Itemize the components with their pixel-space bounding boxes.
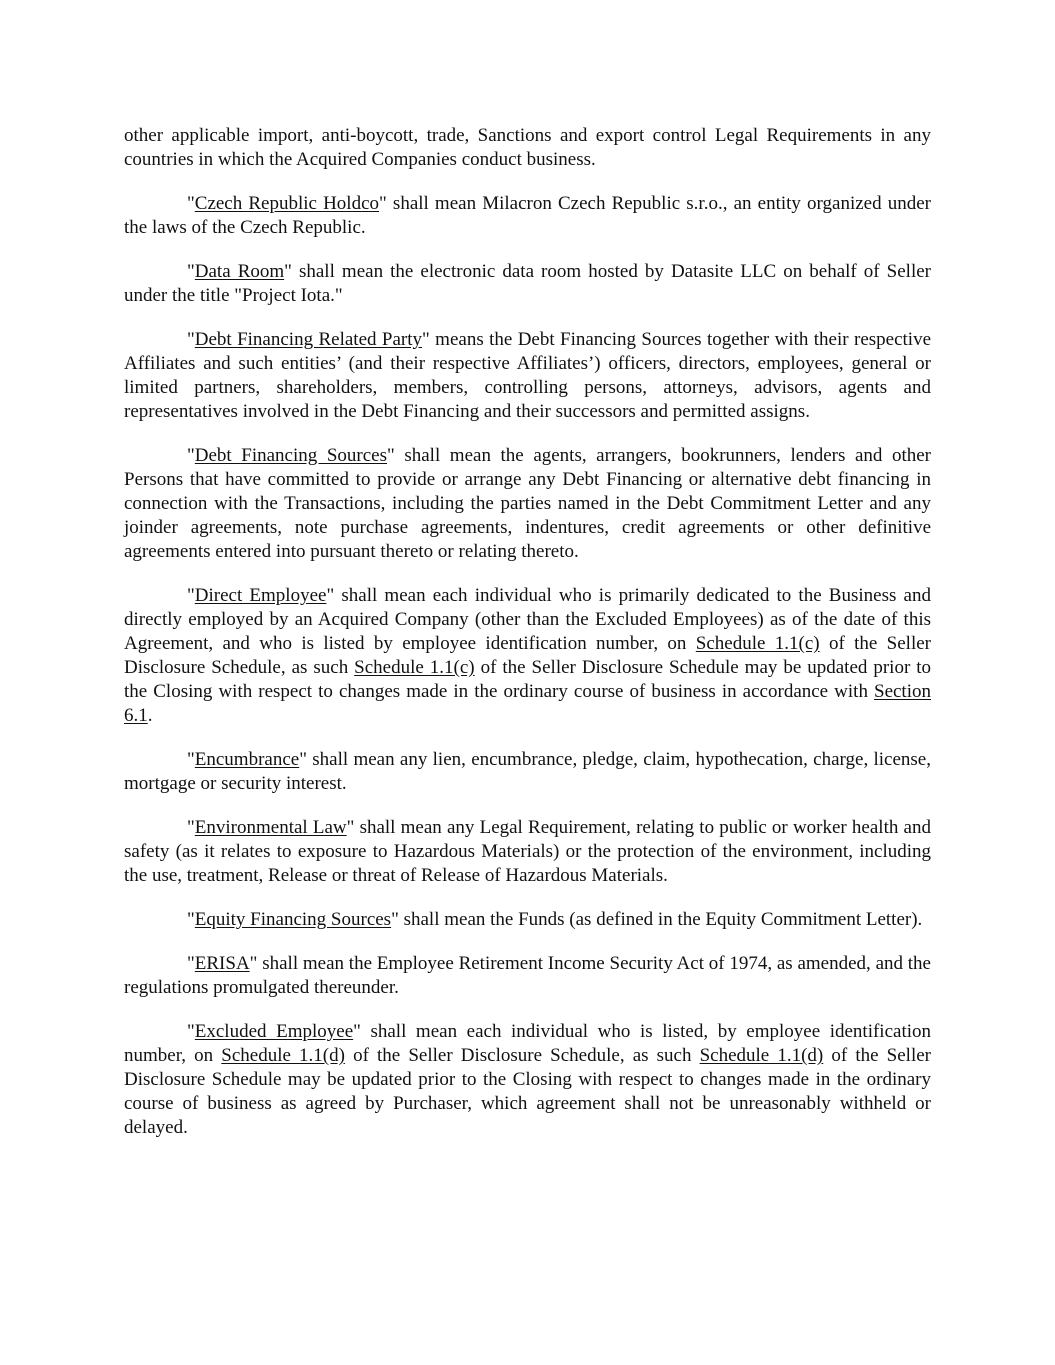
definition-text: shall mean any Legal Requirement, relating to public or worker health and safety (as it relates to exposure to Hazardous Materials) or the protection of the environment, including the use, treatment, Release or threat of Release of Hazardous Materials. [124,817,931,886]
definition-text: shall mean each individual who is listed, by employee identification number, on [124,1021,931,1066]
definition-debt-financing-related-party: "Debt Financing Related Party" means the Debt Financing Sources together with their respective Affiliates and such entities’ (and their respective Affiliates’) officers, directors, employees, general or limited partners, shareholders, members, controlling persons, attorneys, advisors, agents and representatives involved in the Debt Financing and their successors and permitted assigns. [124,329,931,422]
definition-equity-financing-sources: "Equity Financing Sources" shall mean the Funds (as defined in the Equity Commitment Letter). [187,909,923,930]
definition-text: shall mean Milacron Czech Republic s.r.o., an entity organized under the laws of the Czech Republic. [124,193,931,238]
document-page [124,124,931,1160]
defined-term: Equity Financing Sources [194,909,392,930]
definition-excluded-employee: "Excluded Employee" shall mean each individual who is listed, by employee identification number, on Schedule 1.1(d) of the Seller Disclosure Schedule, as such Schedule 1.1(d) of the Seller Disclosure Schedule may be updated prior to the Closing with respect to changes made in the ordinary course of business as agreed by Purchaser, which agreement shall not be unreasonably withheld or delayed. [124,1021,931,1138]
definition-data-room: "Data Room" shall mean the electronic data room hosted by Datasite LLC on behalf of Seller under the title "Project Iota." [124,261,932,306]
definition-debt-financing-sources: "Debt Financing Sources" shall mean the agents, arrangers, bookrunners, lenders and other Persons that have committed to provide or arrange any Debt Financing or alternative debt financing in connection with the Transactions, including the parties named in the Debt Commitment Letter and any joinder agreements, note purchase agreements, indentures, credit agreements or other definitive agreements entered into pursuant thereto or relating thereto. [124,445,931,562]
defined-term: Excluded Employee [194,1021,354,1042]
definition-text: of the Seller Disclosure Schedule may be updated prior to the Closing with respect to changes made in the ordinary course of business as agreed by Purchaser, which agreement shall not be unreasonably withheld or delayed. [124,1045,931,1138]
definition-text: shall mean the Funds (as defined in the Equity Commitment Letter). [398,909,923,930]
defined-term: Debt Financing Related Party [194,329,423,350]
definition-text: shall mean the Employee Retirement Income Security Act of 1974, as amended, and the regulations promulgated thereunder. [124,953,931,998]
schedule-reference: Schedule 1.1(c) [354,657,475,678]
definition-text: of the Seller Disclosure Schedule, as such [124,633,931,678]
definition-text: shall mean the electronic data room hosted by Datasite LLC on behalf of Seller under the title "Project Iota." [124,261,932,306]
section-reference: Section 6.1 [124,681,931,726]
definition-erisa: "ERISA" shall mean the Employee Retirement Income Security Act of 1974, as amended, and the regulations promulgated thereunder. [124,953,931,998]
schedule-reference: Schedule 1.1(d) [699,1045,824,1066]
defined-term: Czech Republic Holdco [194,193,380,214]
definition-encumbrance: "Encumbrance" shall mean any lien, encumbrance, pledge, claim, hypothecation, charge, license, mortgage or security interest. [124,749,931,794]
definition-text: of the Seller Disclosure Schedule, as such [344,1045,700,1066]
defined-term: Environmental Law [194,817,347,838]
definition-text: of the Seller Disclosure Schedule may be updated prior to the Closing with respect to changes made in the ordinary course of business in accordance with [124,657,932,702]
definition-direct-employee: "Direct Employee" shall mean each individual who is primarily dedicated to the Business and directly employed by an Acquired Company (other than the Excluded Employees) as of the date of this Agreement, and who is listed by employee identification number, on Schedule 1.1(c) of the Seller Disclosure Schedule, as such Schedule 1.1(c) of the Seller Disclosure Schedule may be updated prior to the Closing with respect to changes made in the ordinary course of business in accordance with Section 6.1. [124,585,932,726]
definition-czech-republic-holdco: "Czech Republic Holdco" shall mean Milacron Czech Republic s.r.o., an entity organized under the laws of the Czech Republic. [124,193,931,238]
defined-term: Direct Employee [194,585,327,606]
defined-term: Data Room [194,261,285,282]
definition-text: shall mean the agents, arrangers, bookrunners, lenders and other Persons that have committed to provide or arrange any Debt Financing or alternative debt financing in connection with the Transactions, including the parties named in the Debt Commitment Letter and any joinder agreements, note purchase agreements, indentures, credit agreements or other definitive agreements entered into pursuant thereto or relating thereto. [124,445,931,562]
definition-text: . [147,705,153,726]
definition-text: shall mean each individual who is primarily dedicated to the Business and directly employed by an Acquired Company (other than the Excluded Employees) as of the date of this Agreement, and who is listed by employee identification number, on [124,585,931,654]
definition-environmental-law: "Environmental Law" shall mean any Legal Requirement, relating to public or worker health and safety (as it relates to exposure to Hazardous Materials) or the protection of the environment, including the use, treatment, Release or threat of Release of Hazardous Materials. [124,817,931,886]
schedule-reference: Schedule 1.1(d) [221,1045,345,1066]
intro-paragraph [124,124,931,172]
defined-term: ERISA [194,953,250,974]
schedule-reference: Schedule 1.1(c) [695,633,820,654]
intro-text: other applicable import, anti-boycott, trade, Sanctions and export control Legal Requirements in any countries in which the Acquired Companies conduct business. [124,125,931,170]
definition-text: means the Debt Financing Sources together with their respective Affiliates and such entities’ (and their respective Affiliates’) officers, directors, employees, general or limited partners, shareholders, members, controlling persons, attorneys, advisors, agents and representatives involved in the Debt Financing and their successors and permitted assigns. [124,329,931,422]
defined-term: Debt Financing Sources [194,445,387,466]
definition-text: shall mean any lien, encumbrance, pledge, claim, hypothecation, charge, license, mortgage or security interest. [124,749,931,794]
defined-term: Encumbrance [194,749,300,770]
